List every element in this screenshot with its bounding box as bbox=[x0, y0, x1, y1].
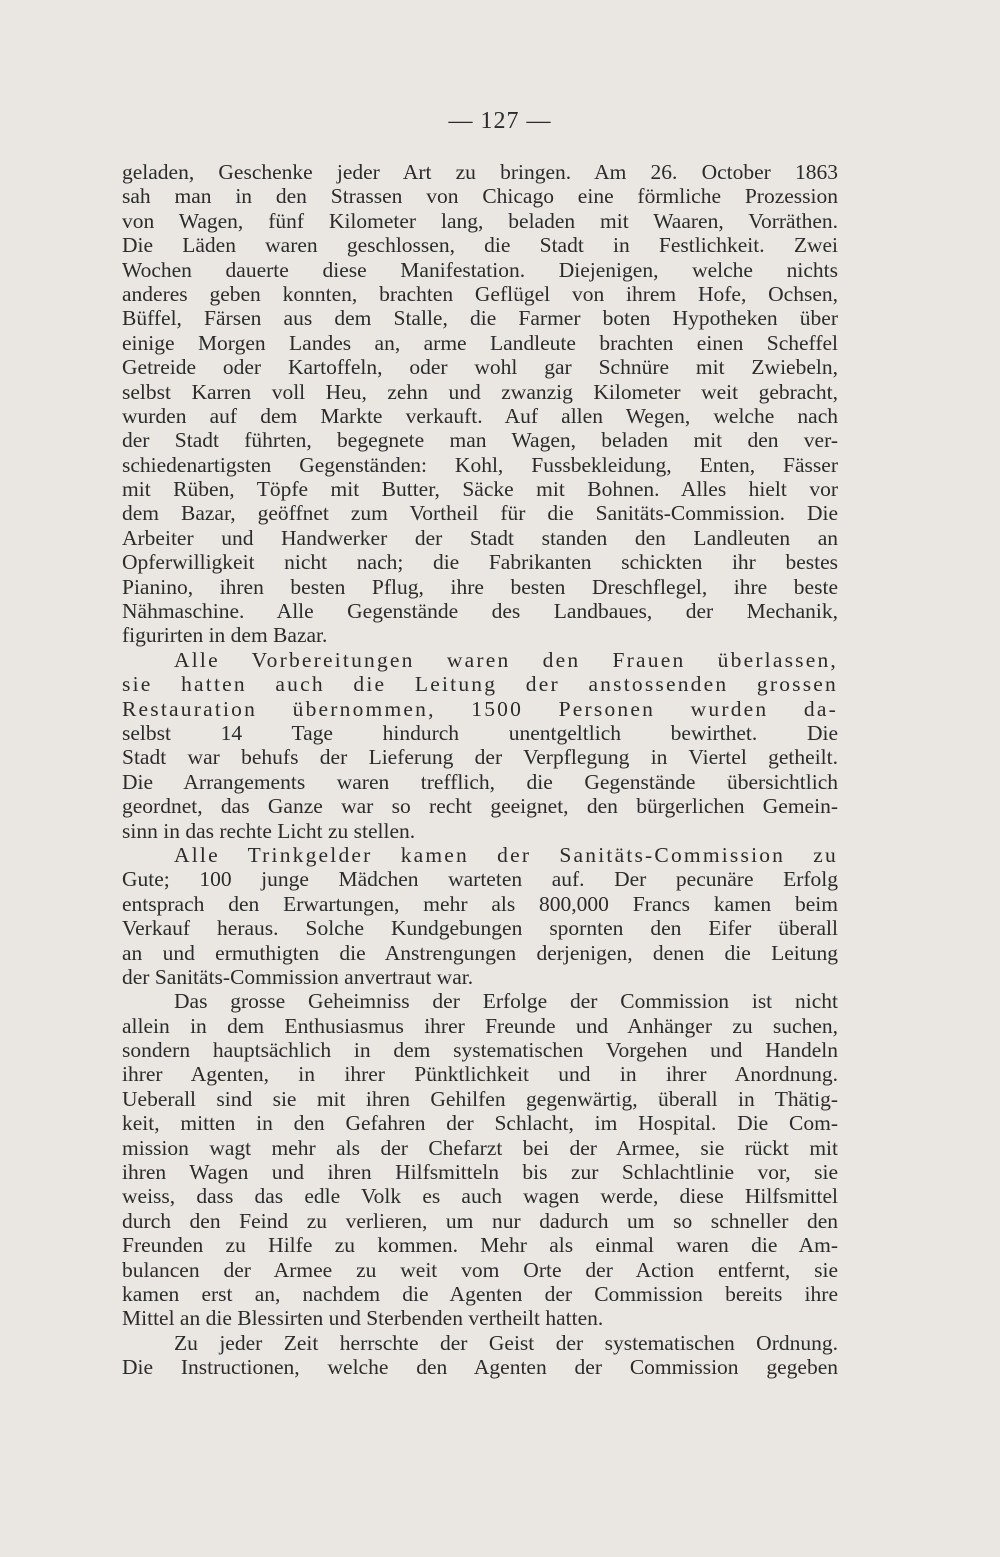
text-line: mission wagt mehr als der Chefarzt bei der Armee, sie rückt mit bbox=[122, 1135, 838, 1160]
text-line: allein in dem Enthusiasmus ihrer Freunde und Anhänger zu suchen, bbox=[122, 1013, 838, 1038]
text-line: sie hatten auch die Leitung der anstossenden grossen bbox=[122, 672, 838, 697]
text-line: Arbeiter und Handwerker der Stadt standen den Landleuten an bbox=[122, 525, 838, 550]
text-line: Die Instructionen, welche den Agenten der Commission gegeben bbox=[122, 1355, 838, 1380]
text-line: Pianino, ihren besten Pflug, ihre besten Dreschflegel, ihre beste bbox=[122, 574, 838, 599]
text-line: ihrer Agenten, in ihrer Pünktlichkeit und in ihrer Anordnung. bbox=[122, 1062, 838, 1087]
text-line: sinn in das rechte Licht zu stellen. bbox=[122, 818, 416, 843]
text-line: der Sanitäts-Commission anvertraut war. bbox=[122, 964, 474, 989]
text-line: Die Arrangements waren trefflich, die Gegenstände übersichtlich bbox=[122, 769, 838, 794]
text-line: an und ermuthigten die Anstrengungen derjenigen, denen die Leitung bbox=[122, 940, 838, 965]
text-line: einige Morgen Landes an, arme Landleute brachten einen Scheffel bbox=[122, 330, 838, 355]
text-line: Nähmaschine. Alle Gegenstände des Landbaues, der Mechanik, bbox=[122, 599, 838, 624]
text-line: Opferwilligkeit nicht nach; die Fabrikanten schickten ihr bestes bbox=[122, 550, 838, 575]
text-line: ihren Wagen und ihren Hilfsmitteln bis zur Schlachtlinie vor, sie bbox=[122, 1160, 838, 1185]
text-line: durch den Feind zu verlieren, um nur dadurch um so schneller den bbox=[122, 1208, 838, 1233]
text-line: dem Bazar, geöffnet zum Vortheil für die Sanitäts-Commission. Die bbox=[122, 501, 838, 526]
text-line: Gute; 100 junge Mädchen warteten auf. Der pecunäre Erfolg bbox=[122, 867, 838, 892]
text-line: weiss, dass das edle Volk es auch wagen werde, diese Hilfsmittel bbox=[122, 1184, 838, 1209]
text-line: mit Rüben, Töpfe mit Butter, Säcke mit Bohnen. Alles hielt vor bbox=[122, 477, 838, 502]
text-line: geladen, Geschenke jeder Art zu bringen. Am 26. October 1863 bbox=[122, 160, 838, 184]
text-line: sondern hauptsächlich in dem systematischen Vorgehen und Handeln bbox=[122, 1038, 838, 1063]
text-line: geordnet, das Ganze war so recht geeignet, den bürgerlichen Gemein- bbox=[122, 794, 838, 819]
text-line: schiedenartigsten Gegenständen: Kohl, Fussbekleidung, Enten, Fässer bbox=[122, 452, 838, 477]
text-line: Die Läden waren geschlossen, die Stadt in Festlichkeit. Zwei bbox=[122, 233, 838, 258]
text-line: Alle Trinkgelder kamen der Sanitäts-Commission zu bbox=[174, 842, 838, 867]
text-line: entsprach den Erwartungen, mehr als 800,000 Francs kamen beim bbox=[122, 891, 838, 916]
text-line: Zu jeder Zeit herrschte der Geist der systematischen Ordnung. bbox=[174, 1330, 838, 1355]
text-line: von Wagen, fünf Kilometer lang, beladen mit Waaren, Vorräthen. bbox=[122, 208, 838, 233]
text-line: Alle Vorbereitungen waren den Frauen überlassen, bbox=[174, 647, 838, 672]
text-line: bulancen der Armee zu weit vom Orte der Action entfernt, sie bbox=[122, 1257, 838, 1282]
text-line: Büffel, Färsen aus dem Stalle, die Farmer boten Hypotheken über bbox=[122, 306, 838, 331]
body-text bbox=[122, 160, 838, 1380]
text-line: Freunden zu Hilfe zu kommen. Mehr als einmal waren die Am- bbox=[122, 1233, 838, 1258]
text-line: Verkauf heraus. Solche Kundgebungen spornten den Eifer überall bbox=[122, 916, 838, 941]
text-line: anderes geben konnten, brachten Geflügel von ihrem Hofe, Ochsen, bbox=[122, 281, 838, 306]
text-line: der Stadt führten, begegnete man Wagen, beladen mit den ver- bbox=[122, 428, 838, 453]
text-line: figurirten in dem Bazar. bbox=[122, 623, 328, 648]
text-line: selbst 14 Tage hindurch unentgeltlich bewirthet. Die bbox=[122, 720, 838, 745]
text-line: wurden auf dem Markte verkauft. Auf allen Wegen, welche nach bbox=[122, 403, 838, 428]
text-line: Getreide oder Kartoffeln, oder wohl gar Schnüre mit Zwiebeln, bbox=[122, 355, 838, 380]
text-line: Wochen dauerte diese Manifestation. Diejenigen, welche nichts bbox=[122, 257, 838, 282]
text-line: Stadt war behufs der Lieferung der Verpflegung in Viertel getheilt. bbox=[122, 745, 838, 770]
text-line: sah man in den Strassen von Chicago eine förmliche Prozession bbox=[122, 184, 838, 209]
page-number: — 127 — bbox=[448, 108, 552, 134]
text-line: Das grosse Geheimniss der Erfolge der Commission ist nicht bbox=[174, 989, 838, 1014]
text-line: kamen erst an, nachdem die Agenten der Commission bereits ihre bbox=[122, 1281, 838, 1306]
text-line: Restauration übernommen, 1500 Personen wurden da- bbox=[122, 696, 838, 721]
text-line: Mittel an die Blessirten und Sterbenden vertheilt hatten. bbox=[122, 1306, 604, 1331]
text-line: selbst Karren voll Heu, zehn und zwanzig Kilometer weit gebracht, bbox=[122, 379, 838, 404]
text-line: keit, mitten in den Gefahren der Schlacht, im Hospital. Die Com- bbox=[122, 1111, 838, 1136]
text-line: Ueberall sind sie mit ihren Gehilfen gegenwärtig, überall in Thätig- bbox=[122, 1086, 838, 1111]
